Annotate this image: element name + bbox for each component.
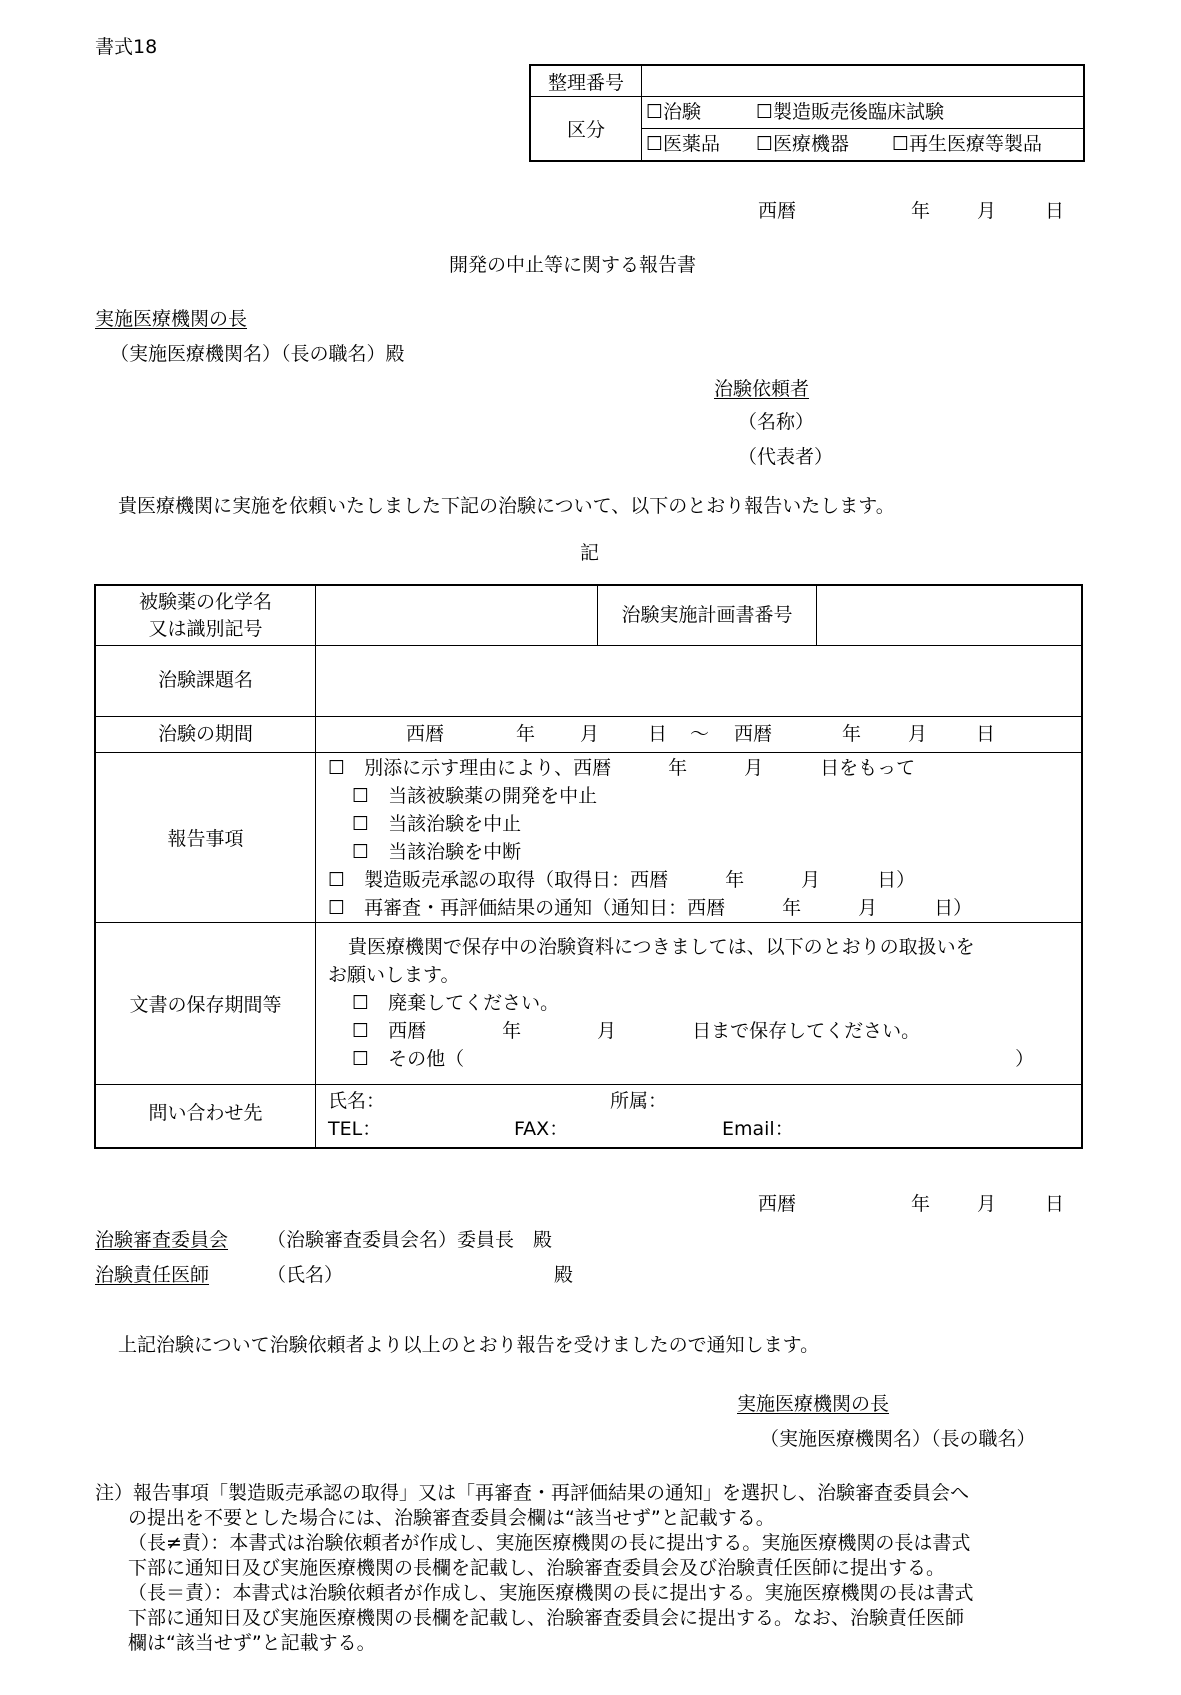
note-line: 下部に通知日及び実施医療機関の長欄を記載し、治験審査委員会及び治験責任医師に提出する。: [128, 1557, 946, 1579]
period-label: 治験の期間: [157, 723, 253, 745]
report-option-text: 再審査・再評価結果の通知（通知日：西暦 年 月 日）: [364, 897, 973, 919]
drug-label-2: 又は識別記号: [148, 618, 263, 640]
report-option-dev-stop[interactable]: [352, 785, 597, 808]
date-bottom-day: 日: [1045, 1193, 1065, 1215]
period-era2: 西暦: [734, 723, 773, 745]
report-option-text: 別添に示す理由により、西暦 年 月 日をもって: [364, 757, 916, 779]
report-option-reexam[interactable]: [328, 897, 972, 920]
date-bottom-month: 月: [977, 1193, 997, 1215]
date-top-era: 西暦: [758, 200, 797, 222]
period-y1: 年: [516, 723, 536, 745]
sponsor-rep: （代表者）: [738, 446, 834, 468]
irb-heading: 治験審査委員会: [95, 1229, 229, 1251]
checkbox-icon: [328, 869, 345, 891]
storage-option-keep[interactable]: [352, 1020, 920, 1043]
contact-tel-label: TEL：: [328, 1118, 382, 1140]
report-label: 報告事項: [167, 828, 244, 850]
notice-text: 上記治験について治験依頼者より以上のとおり報告を受けましたので通知します。: [118, 1334, 820, 1356]
checkbox-icon: [328, 897, 345, 919]
intro-text: 貴医療機関に実施を依頼いたしました下記の治験について、以下のとおり報告いたします。: [118, 495, 895, 517]
date-bottom-year: 年: [911, 1193, 931, 1215]
kubun-regen-checkbox[interactable]: [892, 133, 1042, 156]
plan-value-field[interactable]: [818, 587, 1080, 644]
pi-dono: 殿: [554, 1264, 574, 1286]
header-box: [530, 65, 1084, 161]
drug-value-field[interactable]: [317, 587, 596, 644]
date-top-year: 年: [911, 200, 931, 222]
contact-fax-label: FAX：: [514, 1118, 569, 1140]
period-tilde: ～: [690, 723, 710, 745]
irb-line: （治験審査委員会名）委員長 殿: [267, 1229, 553, 1251]
note-line: （長≠責）：本書式は治験依頼者が作成し、実施医療機関の長に提出する。実施医療機関の長は書式: [128, 1532, 971, 1554]
storage-label: 文書の保存期間等: [129, 994, 282, 1016]
report-option-trial-suspend[interactable]: [352, 841, 521, 864]
period-m1: 月: [580, 723, 600, 745]
title-value-field[interactable]: [317, 647, 1080, 715]
checkbox-icon: [352, 1048, 369, 1070]
contact-label: 問い合わせ先: [148, 1102, 263, 1124]
kubun-device-checkbox[interactable]: [756, 133, 849, 156]
report-option-text: 当該治験を中断: [388, 841, 522, 863]
form-id: 書式18: [95, 36, 158, 58]
report-option-text: 製造販売承認の取得（取得日：西暦 年 月 日）: [364, 869, 916, 891]
kubun-postmarket-label: 製造販売後臨床試験: [773, 101, 945, 123]
note-line: 欄は“該当せず”と記載する。: [128, 1632, 376, 1654]
kubun-drug-checkbox[interactable]: [646, 133, 720, 156]
title-label: 治験課題名: [157, 669, 253, 691]
addressee-heading: 実施医療機関の長: [95, 308, 248, 330]
checkbox-icon: [328, 757, 345, 779]
report-option-text: 当該治験を中止: [388, 813, 522, 835]
period-m2: 月: [908, 723, 928, 745]
report-option-approval[interactable]: [328, 869, 915, 892]
date-top-month: 月: [977, 200, 997, 222]
storage-option-text: 廃棄してください。: [388, 992, 560, 1014]
kubun-drug-label: 医薬品: [663, 133, 721, 155]
contact-dept-label: 所属：: [610, 1090, 668, 1112]
note-line: 注）報告事項「製造販売承認の取得」又は「再審査・再評価結果の通知」を選択し、治験審査委員会へ: [95, 1482, 970, 1504]
ki-mark: 記: [580, 542, 600, 564]
period-d1: 日: [648, 723, 668, 745]
kubun-postmarket-checkbox[interactable]: [756, 101, 944, 124]
checkbox-icon: [352, 992, 369, 1014]
main-table: [94, 584, 1083, 1149]
contact-name-label: 氏名：: [328, 1090, 386, 1112]
kubun-chiken-label: 治験: [663, 101, 702, 123]
report-option-reason[interactable]: [328, 757, 915, 780]
report-option-text: 当該被験薬の開発を中止: [388, 785, 598, 807]
checkbox-icon: [352, 785, 369, 807]
pi-name: （氏名）: [267, 1264, 344, 1286]
checkbox-icon: [352, 841, 369, 863]
storage-intro-1: 貴医療機関で保存中の治験資料につきましては、以下のとおりの取扱いを: [348, 936, 975, 958]
closing-heading: 実施医療機関の長: [737, 1393, 890, 1415]
checkbox-icon: [352, 1020, 369, 1042]
seiri-value-field[interactable]: [642, 66, 1084, 97]
storage-option-other[interactable]: [352, 1048, 1034, 1071]
contact-email-label: Email：: [722, 1118, 794, 1140]
period-era1: 西暦: [406, 723, 445, 745]
date-bottom-era: 西暦: [758, 1193, 797, 1215]
document-title: 開発の中止等に関する報告書: [449, 254, 697, 276]
period-y2: 年: [842, 723, 862, 745]
note-line: 下部に通知日及び実施医療機関の長欄を記載し、治験審査委員会に提出する。なお、治験責任医師: [128, 1607, 965, 1629]
sponsor-heading: 治験依頼者: [714, 378, 810, 400]
date-top-day: 日: [1045, 200, 1065, 222]
kubun-label: 区分: [531, 97, 642, 161]
drug-label-1: 被験薬の化学名: [138, 591, 272, 613]
plan-label: 治験実施計画書番号: [621, 604, 793, 626]
storage-option-text: 西暦 年 月 日まで保存してください。: [388, 1020, 921, 1042]
checkbox-icon: [352, 813, 369, 835]
note-line: （長＝責）：本書式は治験依頼者が作成し、実施医療機関の長に提出する。実施医療機関の長は書式: [128, 1582, 974, 1604]
report-option-trial-stop[interactable]: [352, 813, 521, 836]
kubun-regen-label: 再生医療等製品: [909, 133, 1043, 155]
kubun-device-label: 医療機器: [773, 133, 850, 155]
addressee-line: （実施医療機関名）（長の職名）殿: [110, 343, 405, 365]
sponsor-name: （名称）: [738, 411, 815, 433]
kubun-options: [642, 97, 1084, 161]
note-line: の提出を不要とした場合には、治験審査委員会欄は“該当せず”と記載する。: [128, 1507, 775, 1529]
storage-option-text: その他（ ）: [388, 1048, 1035, 1070]
storage-intro-2: お願いします。: [328, 964, 460, 986]
pi-heading: 治験責任医師: [95, 1264, 210, 1286]
storage-option-dispose[interactable]: [352, 992, 559, 1015]
period-d2: 日: [976, 723, 996, 745]
kubun-chiken-checkbox[interactable]: [646, 101, 701, 124]
seiri-label: 整理番号: [531, 66, 642, 97]
closing-line: （実施医療機関名）（長の職名）: [760, 1428, 1036, 1450]
